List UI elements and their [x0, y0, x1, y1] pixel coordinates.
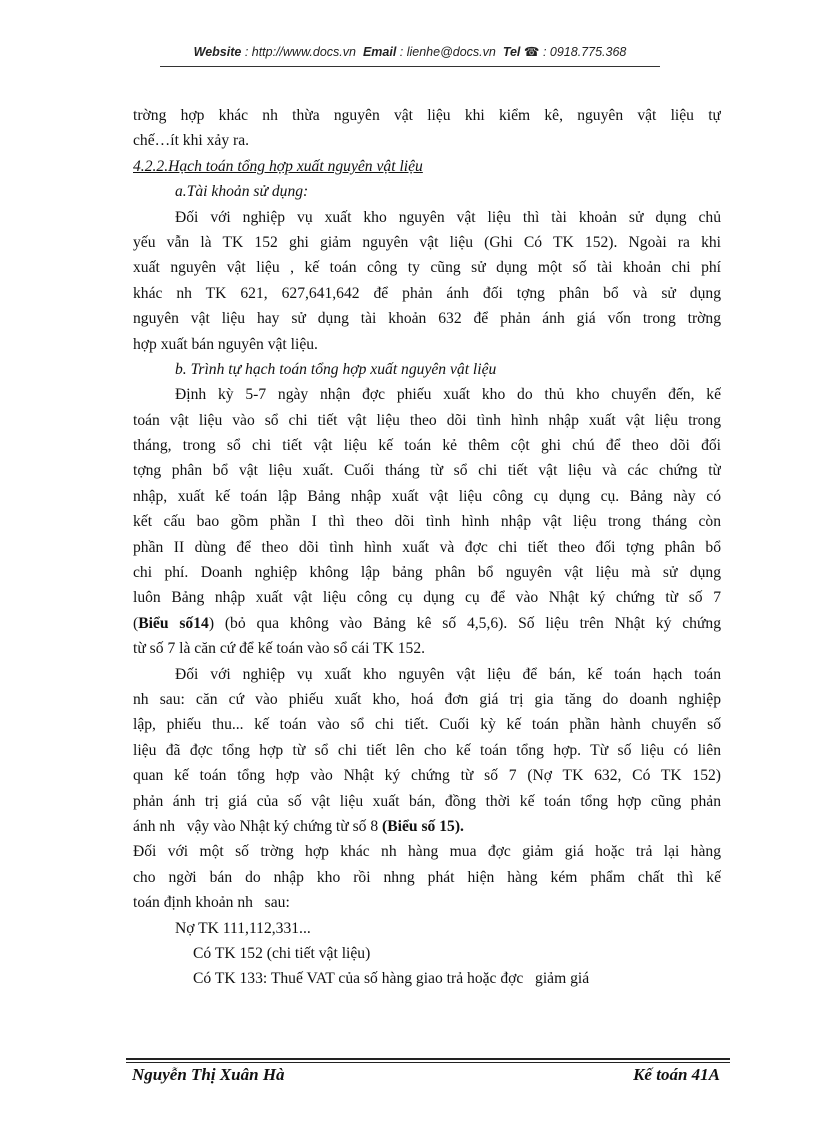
document-body	[133, 103, 721, 992]
text-line: chế…ít khi xảy ra.	[133, 132, 250, 150]
website-value[interactable]: : http://www.docs.vn	[244, 45, 356, 59]
text-line: toán vật liệu vào sổ chi tiết vật liệu theo dõi tình hình nhập xuất vật liệu trong	[133, 411, 721, 429]
text-line: khác nh TK 621, 627,641,642 để phản ánh đối tợng phân bổ và sử dụng	[133, 284, 721, 302]
text-line: cho ngời bán do nhập kho rồi nhng phát hiện hàng kém phẩm chất thì kế	[133, 868, 721, 886]
entry-line: Có TK 152 (chi tiết vật liệu)	[193, 944, 371, 962]
text-line: lập, phiếu thu... kế toán vào sổ chi tiết. Cuối kỳ kế toán phần hành chuyển số	[133, 716, 721, 734]
text-line: luôn Bảng nhập xuất vật liệu công cụ dụng cụ để vào Nhật ký chứng từ số 7	[133, 589, 721, 607]
text-line: Đối với nghiệp vụ xuất kho nguyên vật liệu để bán, kế toán hạch toán	[175, 665, 721, 683]
text-line: quan kế toán tổng hợp vào Nhật ký chứng từ số 7 (Nợ TK 632, Có TK 152)	[133, 767, 721, 785]
text-line: (Biểu số14) (bỏ qua không vào Bảng kê số 4,5,6). Số liệu trên Nhật ký chứng	[133, 614, 721, 632]
text-line: nh sau: căn cứ vào phiếu xuất kho, hoá đơn giá trị gia tăng do doanh nghiệp	[133, 690, 721, 708]
header-divider	[160, 66, 660, 67]
text-line: yếu vẫn là TK 152 ghi giảm nguyên vật liệu (Ghi Có TK 152). Ngoài ra khi	[133, 233, 721, 251]
text-line: ánh nh vậy vào Nhật ký chứng từ số 8 (Biểu số 15).	[133, 817, 464, 835]
entry-line: Nợ TK 111,112,331...	[175, 919, 311, 937]
text-line: chi phí. Doanh nghiệp không lập bảng phân bổ nguyên vật liệu mà sử dụng	[133, 564, 721, 582]
text-line: liệu đã đợc tổng hợp từ sổ chi tiết lên cho kế toán tổng hợp. Từ số liệu có liên	[133, 741, 721, 759]
text-line: hợp xuất bán nguyên vật liệu.	[133, 335, 318, 353]
tel-value: ☎ : 0918.775.368	[523, 45, 627, 59]
text-line: trờng hợp khác nh thừa nguyên vật liệu khi kiểm kê, nguyên vật liệu tự	[133, 107, 721, 124]
text-line: từ số 7 là căn cứ để kế toán vào sổ cái TK 152.	[133, 640, 426, 658]
entry-line: Có TK 133: Thuế VAT của số hàng giao trả hoặc đợc giảm giá	[193, 970, 590, 988]
text-line: phần II dùng để theo dõi tình hình xuất và đợc chi tiết theo đối tợng phân bổ	[133, 538, 721, 556]
text-line: nhập, xuất kế toán lập Bảng nhập xuất vật liệu công cụ dụng cụ. Bảng này có	[133, 487, 721, 505]
text-line: tợng phân bổ vật liệu xuất. Cuối tháng từ sổ chi tiết vật liệu và các chứng từ	[133, 462, 721, 480]
footer-divider-thin	[126, 1062, 730, 1063]
subsection-heading: b. Trình tự hạch toán tổng hợp xuất nguyên vật liệu	[175, 360, 497, 378]
text-line: tháng, trong sổ chi tiết vật liệu kế toán kẻ thêm cột ghi chú để theo dõi đối	[133, 437, 721, 455]
subsection-heading: a.Tài khoản sử dụng:	[175, 183, 309, 201]
footer-divider	[126, 1058, 730, 1060]
email-label: Email	[362, 45, 397, 59]
text-line: Đối với một số trờng hợp khác nh hàng mua đợc giảm giá hoặc trả lại hàng	[133, 843, 721, 861]
footer-class: Kế toán 41A	[633, 1065, 720, 1084]
text-line: Định kỳ 5-7 ngày nhận đợc phiếu xuất kho do thủ kho chuyển đến, kế	[175, 386, 721, 404]
text-line: Đối với nghiệp vụ xuất kho nguyên vật liệu thì tài khoản sử dụng chủ	[175, 208, 721, 226]
text-line: kết cấu bao gồm phần I thì theo dõi tình hình nhập vật liệu trong tháng còn	[133, 513, 721, 531]
page-header	[160, 44, 660, 59]
text-line: nguyên vật liệu hay sử dụng tài khoản 632 để phản ánh giá vốn trong trờng	[133, 310, 721, 328]
text-line: phản ánh trị giá của số vật liệu xuất bán, đồng thời kế toán tổng hợp cũng phản	[133, 792, 721, 810]
footer-author: Nguyễn Thị Xuân Hà	[132, 1065, 285, 1084]
section-heading: 4.2.2.Hạch toán tổng hợp xuất nguyên vật liệu	[133, 157, 423, 175]
text-line: xuất nguyên vật liệu , kế toán công ty cũng sử dụng một số tài khoản chi phí	[133, 259, 721, 277]
website-label: Website	[193, 45, 242, 59]
text-line: toán định khoản nh sau:	[133, 894, 290, 912]
email-value[interactable]: : lienhe@docs.vn	[399, 45, 496, 59]
tel-label: Tel	[502, 45, 521, 59]
